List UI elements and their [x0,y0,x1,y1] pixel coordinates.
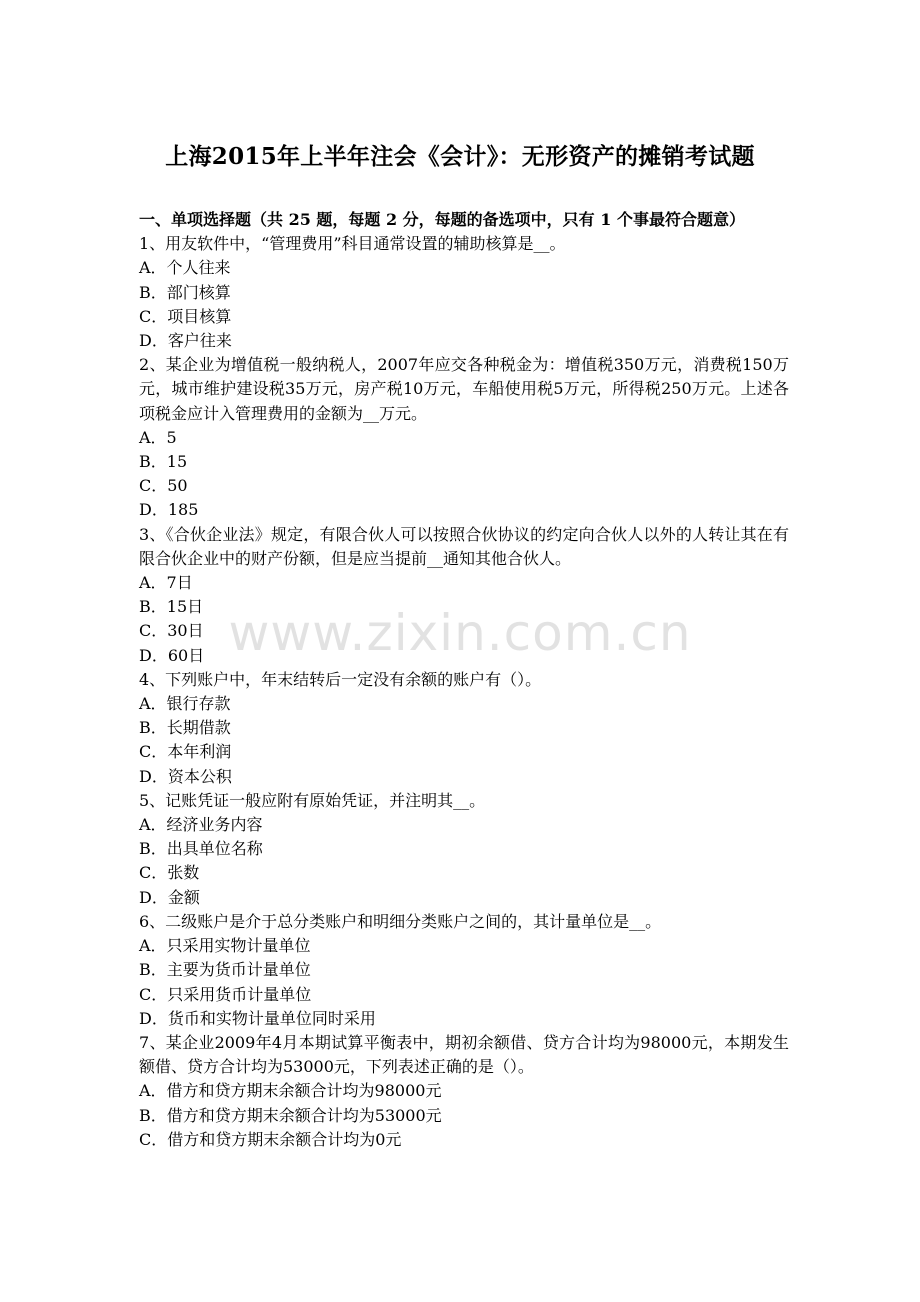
page-title: 上海2015年上半年注会《会计》：无形资产的摊销考试题 [165,143,755,170]
answer-option: B．长期借款 [139,718,231,738]
answer-option: D．货币和实物计量单位同时采用 [139,1008,376,1028]
answer-option: A．经济业务内容 [139,815,263,835]
section-heading: 一、单项选择题（共 25 题，每题 2 分，每题的备选项中，只有 1 个事最符合题意） [139,210,745,229]
question-item [139,668,789,789]
answer-option: B．15日 [139,597,204,617]
watermark: www.zixin.com.cn [228,604,692,662]
answer-option: A．5 [139,427,177,447]
answer-option: B．借方和贷方期末余额合计均为53000元 [139,1105,442,1125]
answer-option: D．金额 [139,887,200,907]
answer-option: C．张数 [139,863,200,883]
question-stem: 3、《合伙企业法》规定，有限合伙人可以按照合伙协议的约定向合伙人以外的人转让其在有限合伙企业中的财产份额，但是应当提前__通知其他合伙人。 [139,524,789,568]
question-stem: 5、记账凭证一般应附有原始凭证，并注明其__。 [139,790,486,810]
answer-option: B．主要为货币计量单位 [139,960,311,980]
question-stem: 2、某企业为增值税一般纳税人，2007年应交各种税金为：增值税350万元，消费税150万元，城市维护建设税35万元，房产税10万元，车船使用税5万元，所得税250万元。上述各项税金应计入管理费用的金额为__万元。 [139,355,789,423]
answer-option: C．项目核算 [139,306,232,326]
answer-option: C．30日 [139,621,204,641]
question-item [139,789,789,910]
question-list [139,232,789,1152]
question-stem: 4、下列账户中，年末结转后一定没有余额的账户有（）。 [139,669,542,689]
exam-content [139,208,789,1152]
answer-option: B．部门核算 [139,282,231,302]
answer-option: D．资本公积 [139,766,232,786]
answer-option: A．银行存款 [139,694,231,714]
question-item [139,1031,789,1152]
question-item [139,353,789,522]
answer-option: A．只采用实物计量单位 [139,936,311,956]
answer-option: C．只采用货币计量单位 [139,984,312,1004]
answer-option: D．185 [139,500,199,520]
question-item [139,910,789,1031]
answer-option: A．个人往来 [139,258,231,278]
answer-option: C．50 [139,476,188,496]
answer-option: B．15 [139,452,188,472]
answer-option: A．7日 [139,573,193,593]
question-stem: 7、某企业2009年4月本期试算平衡表中，期初余额借、贷方合计均为98000元，本期发生额借、贷方合计均为53000元，下列表述正确的是（）。 [139,1032,789,1077]
question-item [139,232,789,353]
question-stem: 1、用友软件中，“管理费用”科目通常设置的辅助核算是__。 [139,234,566,254]
question-item [139,523,789,668]
answer-option: A．借方和贷方期末余额合计均为98000元 [139,1081,442,1101]
answer-option: C．本年利润 [139,742,232,762]
answer-option: D．客户往来 [139,331,232,351]
question-stem: 6、二级账户是介于总分类账户和明细分类账户之间的，其计量单位是__。 [139,911,662,931]
answer-option: C．借方和贷方期末余额合计均为0元 [139,1129,402,1149]
answer-option: B．出具单位名称 [139,839,263,859]
answer-option: D．60日 [139,645,205,665]
